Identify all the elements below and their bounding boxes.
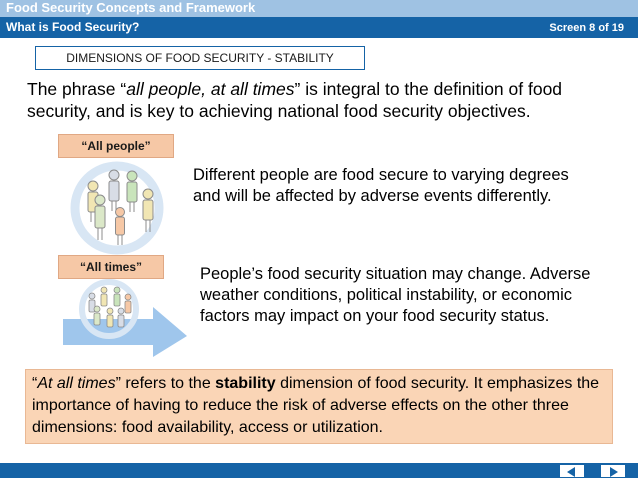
- person-figure-13: [118, 308, 124, 327]
- course-header-bar: [0, 0, 638, 17]
- triangle-right-icon: [601, 466, 625, 478]
- person-figure-6: [116, 208, 125, 246]
- callout-text-part-2: dimension of food security. It emphasizes the importance of having to reduce the risk of adverse effects on the other three dimensions: food availability, access or utilization.: [32, 375, 600, 436]
- section-header-bar: [0, 17, 638, 38]
- all-people-tag: “All people”: [58, 134, 174, 158]
- previous-screen-button[interactable]: [560, 465, 584, 477]
- intro-paragraph: [27, 78, 627, 122]
- next-screen-button[interactable]: [601, 465, 625, 477]
- person-figure-8: [101, 287, 107, 306]
- person-figure-11: [94, 306, 100, 325]
- all-times-text: People’s food security situation may change. Adverse weather conditions, political instability, or economic factors may impact on your food security status.: [200, 265, 591, 325]
- section-title: What is Food Security?: [6, 20, 140, 34]
- person-figure-10: [125, 294, 131, 313]
- callout-text-part-1: refers to the: [120, 375, 216, 392]
- person-figure-9: [114, 287, 120, 306]
- stability-callout: [25, 369, 613, 444]
- course-title: Food Security Concepts and Framework: [6, 0, 256, 15]
- screen-counter: Screen 8 of 19: [549, 22, 624, 34]
- callout-close-quote: ”: [115, 375, 121, 392]
- footer-bar: [0, 463, 638, 478]
- intro-text-start: The phrase “: [27, 79, 127, 99]
- dimension-label: DIMENSIONS OF FOOD SECURITY - STABILITY: [35, 46, 365, 70]
- person-figure-2: [109, 170, 119, 211]
- all-times-tag: “All times”: [58, 255, 164, 279]
- callout-phrase: At all times: [37, 375, 116, 392]
- intro-emphasis: all people, at all times: [126, 79, 295, 99]
- people-over-time-illustration: [63, 275, 191, 359]
- triangle-left-icon: [560, 466, 584, 478]
- callout-stability-term: stability: [215, 375, 276, 392]
- callout-open-quote: “: [32, 375, 38, 392]
- all-people-text: Different people are food secure to varying degrees and will be affected by adverse events differently.: [193, 166, 569, 205]
- intro-text-end: ” is integral to the definition of food security, and is key to achieving national food security objectives.: [27, 79, 563, 121]
- people-group-illustration: [58, 160, 176, 256]
- person-figure-4: [95, 195, 105, 240]
- person-figure-12: [107, 308, 113, 327]
- person-figure-3: [127, 171, 137, 212]
